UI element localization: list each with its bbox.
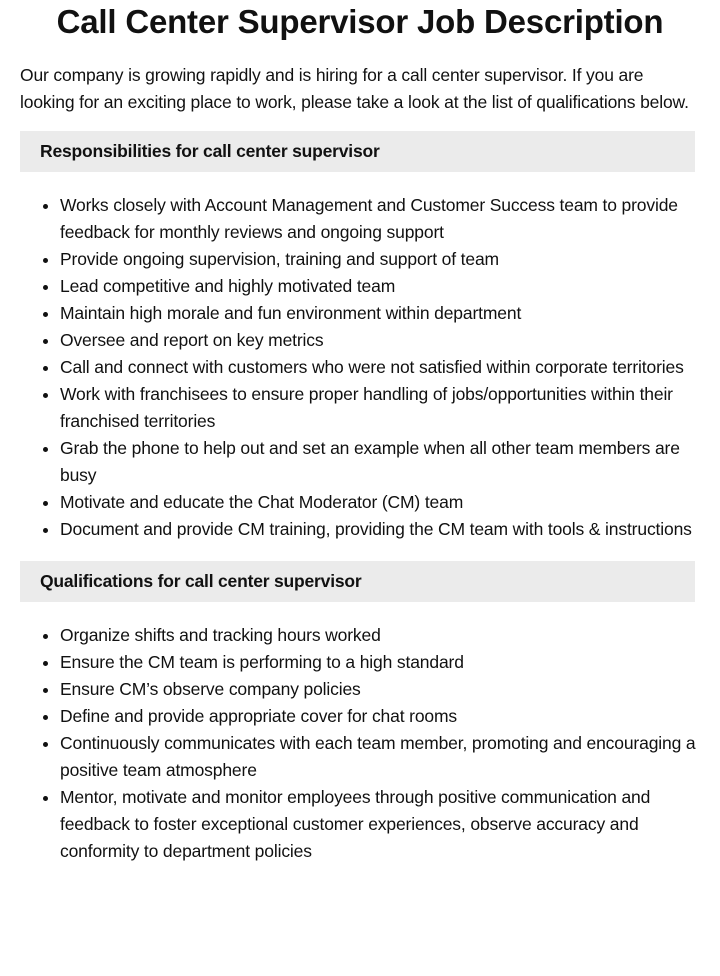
responsibilities-list: [20, 192, 710, 543]
intro-paragraph: Our company is growing rapidly and is hiring for a call center supervisor. If you are looking for an exciting place to work, please take a look at the list of qualifications below.: [20, 65, 689, 112]
list-item: • Grab the phone to help out and set an example when all other team members are busy: [60, 435, 710, 489]
responsibilities-heading: Responsibilities for call center supervisor: [20, 131, 695, 172]
list-item: • Works closely with Account Management and Customer Success team to provide feedback for monthly reviews and ongoing support: [60, 192, 710, 246]
list-item: • Define and provide appropriate cover for chat rooms: [60, 703, 710, 730]
list-item: • Lead competitive and highly motivated team: [60, 273, 710, 300]
list-item: • Document and provide CM training, providing the CM team with tools & instructions: [60, 516, 710, 543]
list-item: • Organize shifts and tracking hours worked: [60, 622, 710, 649]
list-item: • Call and connect with customers who were not satisfied within corporate territories: [60, 354, 710, 381]
list-item: • Ensure the CM team is performing to a high standard: [60, 649, 710, 676]
list-item: • Provide ongoing supervision, training and support of team: [60, 246, 710, 273]
list-item: • Maintain high morale and fun environment within department: [60, 300, 710, 327]
page-title: Call Center Supervisor Job Description: [56, 3, 664, 40]
list-item: • Continuously communicates with each team member, promoting and encouraging a positive team atmosphere: [60, 730, 710, 784]
list-item: • Motivate and educate the Chat Moderator (CM) team: [60, 489, 710, 516]
list-item: • Ensure CM’s observe company policies: [60, 676, 710, 703]
list-item: • Work with franchisees to ensure proper handling of jobs/opportunities within their franchised territories: [60, 381, 710, 435]
qualifications-heading: Qualifications for call center supervisor: [20, 561, 695, 602]
qualifications-list: [20, 622, 710, 865]
list-item: • Oversee and report on key metrics: [60, 327, 710, 354]
list-item: • Mentor, motivate and monitor employees through positive communication and feedback to foster exceptional customer experiences, observe accuracy and conformity to department policies: [60, 784, 710, 865]
